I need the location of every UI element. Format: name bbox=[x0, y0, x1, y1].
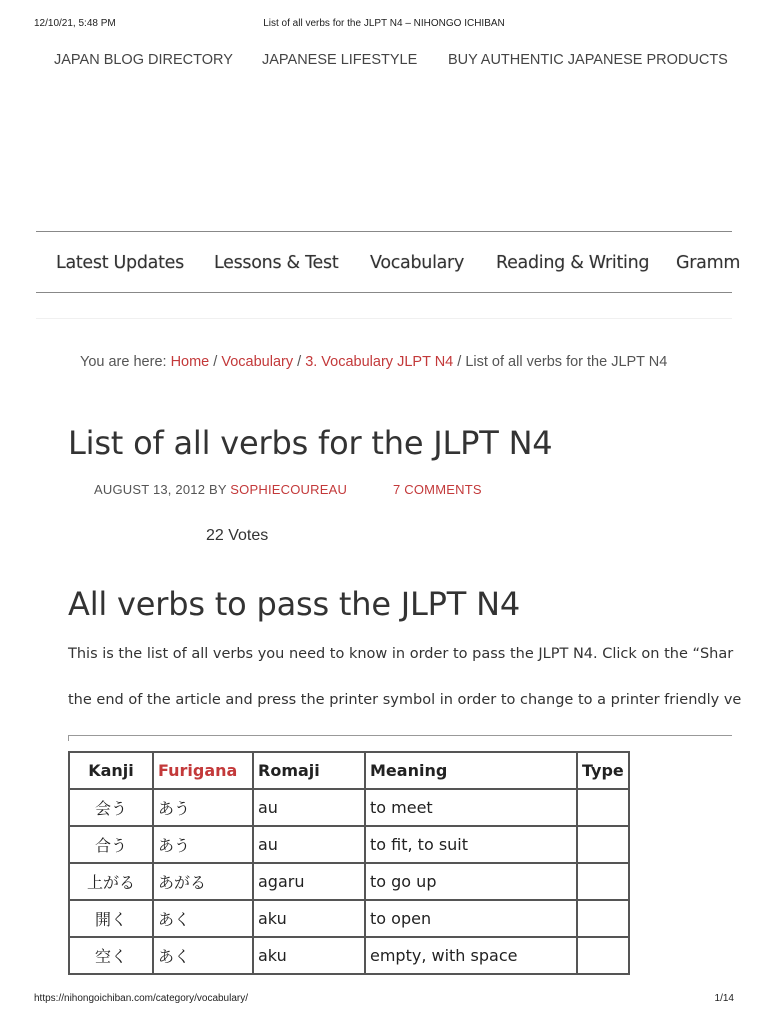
kanji-cell: 会う bbox=[69, 789, 153, 826]
divider bbox=[36, 318, 732, 319]
post-meta bbox=[94, 482, 482, 497]
meaning-cell: to fit, to suit bbox=[365, 826, 577, 863]
kanji-cell: 合う bbox=[69, 826, 153, 863]
type-cell bbox=[577, 789, 629, 826]
meaning-cell: to go up bbox=[365, 863, 577, 900]
print-url: https://nihongoichiban.com/category/vocabulary/ bbox=[34, 993, 249, 1004]
breadcrumb-separator: / bbox=[293, 354, 306, 370]
print-datetime: 12/10/21, 5:48 PM bbox=[34, 18, 116, 29]
main-nav-vocabulary[interactable]: Vocabulary bbox=[370, 253, 465, 273]
breadcrumb-separator: / bbox=[453, 354, 466, 370]
column-header-type: Type bbox=[577, 752, 629, 789]
type-cell bbox=[577, 863, 629, 900]
page-title: List of all verbs for the JLPT N4 bbox=[68, 424, 553, 462]
main-nav-lessons-test[interactable]: Lessons & Test bbox=[214, 253, 339, 273]
main-nav-grammar[interactable]: Gramm bbox=[676, 253, 741, 273]
breadcrumb-jlpt-n4[interactable]: 3. Vocabulary JLPT N4 bbox=[305, 354, 454, 370]
column-header-furigana: Furigana bbox=[153, 752, 253, 789]
separator-rule bbox=[68, 735, 732, 736]
romaji-cell: au bbox=[253, 826, 365, 863]
main-nav-reading-writing[interactable]: Reading & Writing bbox=[496, 253, 650, 273]
table-row bbox=[69, 900, 629, 937]
top-nav-buy-japanese-products[interactable]: BUY AUTHENTIC JAPANESE PRODUCTS bbox=[448, 52, 728, 68]
table-header-row bbox=[69, 752, 629, 789]
column-header-kanji: Kanji bbox=[69, 752, 153, 789]
breadcrumb-separator: / bbox=[209, 354, 222, 370]
print-doc-title: List of all verbs for the JLPT N4 – NIHONGO ICHIBAN bbox=[263, 18, 505, 29]
romaji-cell: au bbox=[253, 789, 365, 826]
column-header-romaji: Romaji bbox=[253, 752, 365, 789]
furigana-cell: あがる bbox=[153, 863, 253, 900]
type-cell bbox=[577, 826, 629, 863]
post-comments-link[interactable]: 7 COMMENTS bbox=[393, 482, 482, 497]
meaning-cell: to meet bbox=[365, 789, 577, 826]
section-heading: All verbs to pass the JLPT N4 bbox=[68, 585, 520, 623]
top-nav-japan-blog-directory[interactable]: JAPAN BLOG DIRECTORY bbox=[54, 52, 233, 68]
furigana-cell: あく bbox=[153, 937, 253, 974]
column-header-meaning: Meaning bbox=[365, 752, 577, 789]
romaji-cell: aku bbox=[253, 900, 365, 937]
romaji-cell: agaru bbox=[253, 863, 365, 900]
type-cell bbox=[577, 900, 629, 937]
main-nav bbox=[36, 231, 741, 293]
table-row bbox=[69, 863, 629, 900]
breadcrumb bbox=[80, 354, 667, 370]
meaning-cell: to open bbox=[365, 900, 577, 937]
furigana-cell: あう bbox=[153, 789, 253, 826]
type-cell bbox=[577, 937, 629, 974]
table-row bbox=[69, 937, 629, 974]
separator-rule-tick bbox=[68, 735, 69, 741]
main-nav-latest-updates[interactable]: Latest Updates bbox=[56, 253, 184, 273]
table-row bbox=[69, 789, 629, 826]
breadcrumb-prefix: You are here: bbox=[80, 354, 171, 370]
intro-paragraph-line-2: the end of the article and press the printer symbol in order to change to a printer friendly ve bbox=[68, 692, 742, 708]
table-row bbox=[69, 826, 629, 863]
print-page-number: 1/14 bbox=[714, 993, 734, 1004]
kanji-cell: 開く bbox=[69, 900, 153, 937]
kanji-cell: 空く bbox=[69, 937, 153, 974]
kanji-cell: 上がる bbox=[69, 863, 153, 900]
breadcrumb-vocabulary[interactable]: Vocabulary bbox=[221, 354, 294, 370]
breadcrumb-home[interactable]: Home bbox=[170, 354, 210, 370]
post-author-link[interactable]: SOPHIECOUREAU bbox=[230, 482, 348, 497]
romaji-cell: aku bbox=[253, 937, 365, 974]
verbs-table bbox=[68, 751, 630, 975]
breadcrumb-current: List of all verbs for the JLPT N4 bbox=[465, 354, 668, 370]
intro-paragraph-line-1: This is the list of all verbs you need to know in order to pass the JLPT N4. Click on the “Shar bbox=[68, 646, 734, 662]
top-nav-japanese-lifestyle[interactable]: JAPANESE LIFESTYLE bbox=[262, 52, 418, 68]
meaning-cell: empty, with space bbox=[365, 937, 577, 974]
furigana-cell: あく bbox=[153, 900, 253, 937]
votes-count: 22 Votes bbox=[206, 527, 269, 544]
furigana-cell: あう bbox=[153, 826, 253, 863]
post-date: AUGUST 13, 2012 BY bbox=[94, 482, 231, 497]
